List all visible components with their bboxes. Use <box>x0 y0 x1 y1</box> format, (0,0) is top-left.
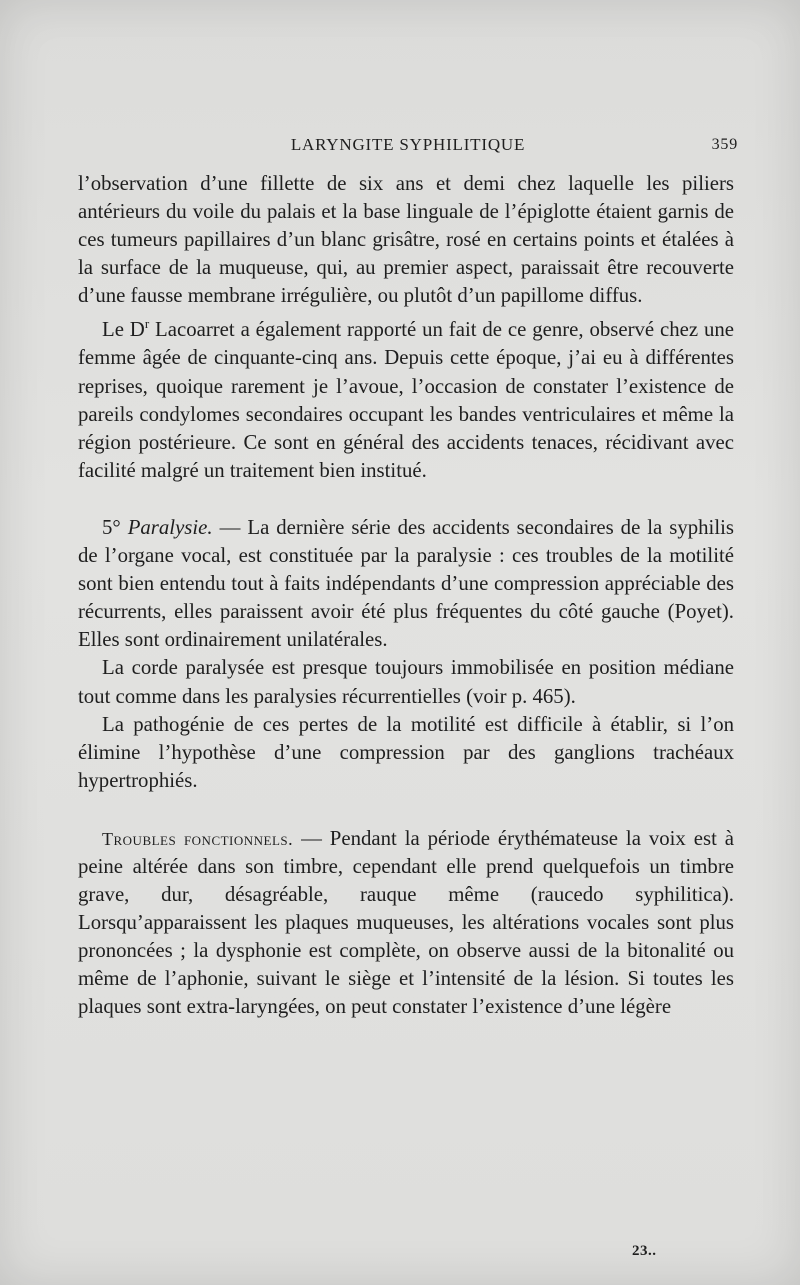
paragraph-paralysie <box>78 514 734 654</box>
section-number: 5° <box>102 515 128 539</box>
running-head <box>78 135 738 161</box>
text-run: Lacoarret a également rapporté un fait de ce genre, observé chez une femme âgée de cinquante-cinq ans. Depuis cette époque, j’ai eu à différentes reprises, quoique rarement je l’avoue, l’occasion de constater l’existence de pareils condylomes secondaires occupant les bandes ventriculaires et même la région postérieure. Ce sont en général des accidents tenaces, récidivant avec facilité malgré un traitement bien institué. <box>78 318 734 482</box>
section-title: Paralysie. <box>127 515 213 539</box>
section-gap <box>78 485 734 514</box>
text-run: Le D <box>102 318 145 342</box>
page-number: 359 <box>711 136 738 153</box>
superscript: r <box>144 316 150 332</box>
text-run: — Pendant la période érythémateuse la voix est à peine altérée dans son timbre, cependant elle prend quelquefois un timbre grave, dur, désagréable, rauque même (raucedo syphilitica). Lorsqu’apparaissent les plaques muqueuses, les altérations vocales sont plus prononcées ; la dysphonie est complète, on observe aussi de la bitonalité ou même de l’aphonie, suivant le siège et l’intensité de la lésion. Si toutes les plaques sont extra-laryngées, on peut constater l’existence d’une légère <box>78 826 735 1019</box>
paragraph-corde: La corde paralysée est presque toujours immobilisée en position médiane tout comme dans les paralysies récurrentielles (voir p. 465). <box>78 656 734 708</box>
paragraph-observation: l’observation d’une fillette de six ans et demi chez laquelle les piliers antérieurs du voile du palais et la base linguale de l’épiglotte étaient garnis de ces tumeurs papillaires d’un blanc grisâtre, rosé en certains points et étalées à la surface de la muqueuse, qui, au premier aspect, paraissait être recouverte d’une fausse membrane irrégulière, ou plutôt d’un papillome diffus. <box>78 172 734 308</box>
section-heading: Troubles fonctionnels. <box>102 828 294 849</box>
paragraph-lacoarret <box>78 310 734 484</box>
body-text <box>78 170 734 1022</box>
section-gap <box>78 795 734 825</box>
running-title: LARYNGITE SYPHILITIQUE <box>290 135 526 154</box>
text-run: — La dernière série des accidents secondaires de la syphilis de l’organe vocal, est constituée par la paralysie : ces troubles de la motilité sont bien entendu tout à faits indépendants d’une compression appréciable des récurrents, elles paraissent avoir été plus fréquentes du côté gauche (Poyet). Elles sont ordinairement unilatérales. <box>78 515 734 652</box>
paragraph-pathogenie: La pathogénie de ces pertes de la motilité est difficile à établir, si l’on élimine l’hypothèse d’une compression par des ganglions trachéaux hypertrophiés. <box>78 712 734 792</box>
signature-mark: 23.. <box>632 1243 657 1259</box>
paragraph-troubles <box>78 825 734 1022</box>
